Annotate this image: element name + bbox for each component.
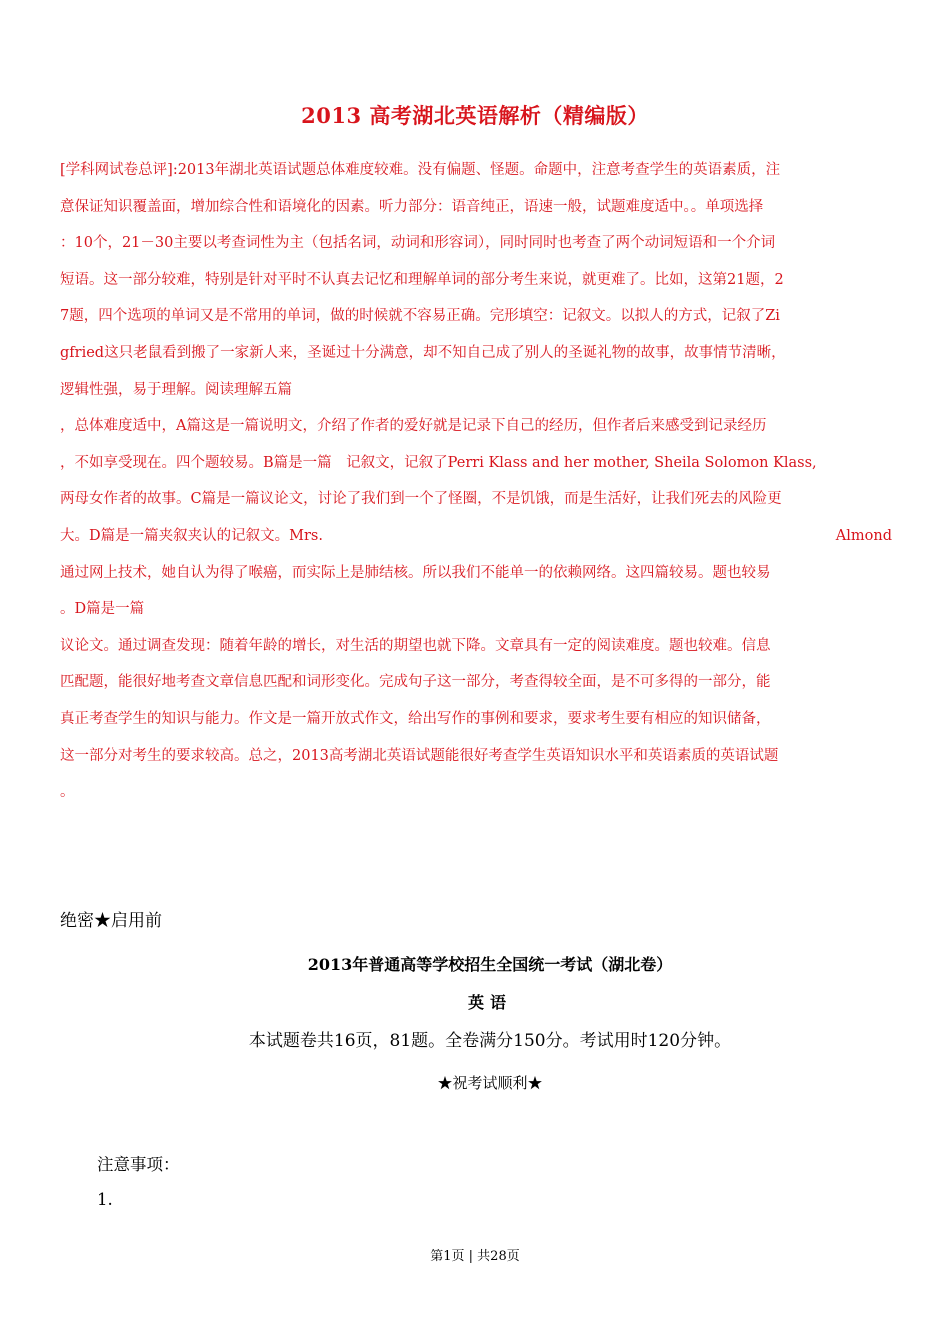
summary-line: 短语。这一部分较难，特别是针对平时不认真去记忆和理解单词的部分考生来说，就更难了。比如，这第21题，2	[60, 271, 784, 288]
summary-line: 逻辑性强，易于理解。阅读理解五篇	[60, 381, 292, 398]
summary-line: 两母女作者的故事。C篇是一篇议论文，讨论了我们到一个了怪圈，不是饥饿，而是生活好，让我们死去的风险更	[60, 491, 782, 508]
summary-line: gfried这只老鼠看到搬了一家新人来，圣诞过十分满意，却不知自己成了别人的圣诞礼物的故事，故事情节清晰，	[60, 344, 786, 361]
summary-line-start: 大。D篇是一篇夹叙夹认的记叙文。Mrs.	[60, 527, 323, 544]
notes-heading: 注意事项：	[97, 1155, 180, 1174]
summary-line: 7题，四个选项的单词又是不常用的单词，做的时候就不容易正确。完形填空：记叙文。以拟人的方式，记叙了Zi	[60, 308, 780, 325]
summary-line: [学科网试卷总评]:2013年湖北英语试题总体难度较难。没有偏题、怪题。命题中，注意考查学生的英语素质，注	[60, 162, 781, 178]
summary-line-end: Almond	[835, 527, 892, 544]
secret-label: 绝密★启用前	[60, 911, 162, 931]
summary-line: 意保证知识覆盖面，增加综合性和语境化的因素。听力部分：语音纯正，语速一般，试题难度适中。。单项选择	[60, 198, 764, 215]
summary-line: 这一部分对考生的要求较高。总之，2013高考湖北英语试题能很好考查学生英语知识水平和英语素质的英语试题	[60, 747, 779, 764]
summary-line: ，总体难度适中，A篇这是一篇说明文，介绍了作者的爱好就是记录下自己的经历，但作者后来感受到记录经历	[60, 418, 767, 435]
good-luck-wish: ★祝考试顺利★	[437, 1074, 543, 1092]
exam-title: 2013年普通高等学校招生全国统一考试（湖北卷）	[307, 955, 673, 974]
subject-heading: 英语	[467, 993, 512, 1012]
exam-info: 本试题卷共16页，81题。全卷满分150分。考试用时120分钟。	[248, 1031, 732, 1051]
summary-line: 。	[60, 784, 75, 801]
page-footer: 第1页 | 共28页	[430, 1249, 520, 1264]
summary-line: ，不如享受现在。四个题较易。B篇是一篇 记叙文，记叙了Perri Klass and her mother, Sheila Solomon Klass,	[60, 454, 817, 471]
summary-line: 真正考查学生的知识与能力。作文是一篇开放式作文，给出写作的事例和要求，要求考生要有相应的知识储备，	[60, 710, 771, 727]
summary-line: 匹配题，能很好地考查文章信息匹配和词形变化。完成句子这一部分，考查得较全面，是不可多得的一部分，能	[60, 674, 771, 691]
notes-item-number: 1.	[97, 1190, 113, 1209]
summary-line: 。D篇是一篇	[60, 601, 145, 618]
summary-line-justified	[60, 518, 892, 555]
summary-line: ：10个，21－30主要以考查词性为主（包括名词，动词和形容词），同时同时也考查了两个动词短语和一个介词	[60, 235, 776, 252]
summary-line: 议论文。通过调查发现：随着年龄的增长，对生活的期望也就下降。文章具有一定的阅读难度。题也较难。信息	[60, 637, 771, 654]
summary-line: 通过网上技术，她自认为得了喉癌，而实际上是肺结核。所以我们不能单一的依赖网络。这四篇较易。题也较易	[60, 564, 771, 581]
document-title: 2013 高考湖北英语解析（精编版）	[301, 103, 649, 128]
exam-summary	[60, 152, 892, 811]
